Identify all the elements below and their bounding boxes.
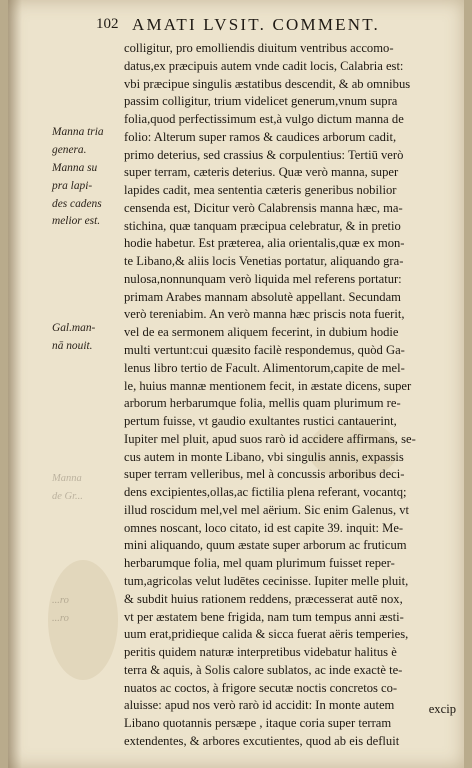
margin-note-line: de Gr... xyxy=(52,490,83,502)
text-line: folio: Alterum super ramos & caudices arborum cadit, xyxy=(124,129,397,144)
text-line: colligitur, pro emolliendis diuitum ventribus accomo- xyxy=(124,41,394,55)
text-line: Iupiter mel pluit, apud suos rarò id accidere affirmans, se- xyxy=(124,431,416,446)
text-line: aluisse: apud nos verò rarò id accidit: In monte autem xyxy=(124,698,395,713)
text-line: omnes noscant, loco citato, id est capite 39. inquit: Me- xyxy=(124,520,404,535)
text-line: le, huius mannæ mentionem fecit, in æstate dicens, super xyxy=(124,378,412,393)
text-line: hodie habetur. Est præterea, alia orientalis,quæ ex mon- xyxy=(124,236,405,251)
text-line: primo deterius, sed crassius & corpulentius: Tertiū verò xyxy=(124,147,404,162)
margin-notes xyxy=(52,0,124,768)
margin-note-line: des cadens xyxy=(52,197,102,210)
margin-note-line: pra lapi- xyxy=(52,179,93,192)
text-line: super terram velleribus, mel à concussis arboribus deci- xyxy=(124,467,405,482)
text-line: peritis quidem naturæ interpretibus videbatur halitus è xyxy=(124,645,397,660)
margin-note-faint xyxy=(52,470,124,506)
text-line: dens excipientes,ollas,ac fictilia plena referant, vocantq; xyxy=(124,485,407,500)
margin-note xyxy=(52,160,124,231)
running-title: AMATI LVSIT. COMMENT. xyxy=(132,15,381,34)
text-line: vbi præcipue singulis æstatibus descendit, & ab omnibus xyxy=(124,76,411,91)
text-line: multi vertunt:cui quæsito facilè respondemus, quòd Ga- xyxy=(124,343,405,358)
text-line: herbarumque folia, mel quam plurimum fuisset reper- xyxy=(124,556,395,571)
text-line: nuatos ac coctos, à frigore secutæ noctis concretos co- xyxy=(124,680,398,695)
text-line: censenda est, Dicitur verò Calabrensis manna hæc, ma- xyxy=(124,200,403,215)
text-line: illud roscidum mel,vel mel aërium. Sic enim Galenus, vt xyxy=(124,502,410,517)
margin-note xyxy=(52,124,124,160)
margin-note-line: melior est. xyxy=(52,215,101,228)
text-line: tum,agricolas velut ludētes cecinisse. Iupiter melle pluit, xyxy=(124,573,409,588)
text-line: cus autem in monte Libano, vbi singulis annis, expassis xyxy=(124,449,404,464)
text-line: lapides cadit, mea sententia cæteris generibus nobilior xyxy=(124,183,397,198)
text-line: verò tereniabim. An verò manna hæc priscis nota fuerit, xyxy=(124,307,405,322)
margin-note-line: Manna xyxy=(52,473,82,484)
text-line: stichina, quæ tanquam præcipua celebratur, & in pretio xyxy=(124,218,401,233)
text-line: terra & aquis, à Solis calore sublatos, ac inde exactè te- xyxy=(124,662,403,677)
text-line: passim colligitur, trium videlicet generum,vnum supra xyxy=(124,94,398,109)
text-line: te Libano,& aliis locis Venetias portatur, aliquando gra- xyxy=(124,254,404,269)
margin-note-faint xyxy=(52,592,124,628)
catchword: excip xyxy=(428,702,456,716)
page-number: 102 xyxy=(96,16,119,32)
text-line: & subdit huius rationem reddens, præcesserat autē nox, xyxy=(124,591,403,606)
text-line: arborum herbarumque folia, mellis quam plurimum re- xyxy=(124,396,401,411)
margin-note-line: Gal.man- xyxy=(52,322,96,334)
text-line: pertum fuisse, vt gaudio exultantes rustici cantauerint, xyxy=(124,414,397,429)
margin-note xyxy=(52,320,124,356)
text-line: lenus libro tertio de Facult. Alimentorum,capite de mel- xyxy=(124,360,405,375)
margin-note-line: Manna tria xyxy=(52,126,104,138)
main-text-block xyxy=(124,40,464,751)
text-line: datus,ex præcipuis autem vnde cadit locis, Calabria est: xyxy=(124,58,404,73)
margin-note-line: nā nouit. xyxy=(52,339,93,352)
text-line: folia,quod perfectissimum est,à vulgo dictum manna de xyxy=(124,112,404,127)
text-line: primam Arabes mannam absolutè appellant. Secundam xyxy=(124,289,401,304)
text-line: vel de ea sermonem aliquem fecerint, in dubium hodie xyxy=(124,325,399,340)
text-line: vt per æstatem bene frigida, nam tum tempus anni æsti- xyxy=(124,609,404,624)
page-gutter-shadow xyxy=(8,0,22,768)
page-header xyxy=(96,16,456,38)
margin-note-line: genera. xyxy=(52,143,87,156)
text-line: mini aliquando, quum æstate super arborum ac fruticum xyxy=(124,538,407,553)
margin-note-line: ...ro xyxy=(52,612,69,624)
text-line: nulosa,nonnunquam verò liquida mel referens portatur: xyxy=(124,271,402,286)
margin-note-line: ...ro xyxy=(52,595,69,606)
margin-note-line: Manna su xyxy=(52,162,98,174)
text-line: super terram, cæteris deterius. Quæ verò manna, super xyxy=(124,165,399,180)
text-line: extendentes, & arbores excutientes, quod ab eis defluit xyxy=(124,733,400,748)
text-line: Libano quotannis persæpe , itaque coria super terram xyxy=(124,716,392,731)
book-page xyxy=(8,0,464,768)
text-line: uum erat,pridieque calida & sicca fuerat aëris temperies, xyxy=(124,627,409,642)
